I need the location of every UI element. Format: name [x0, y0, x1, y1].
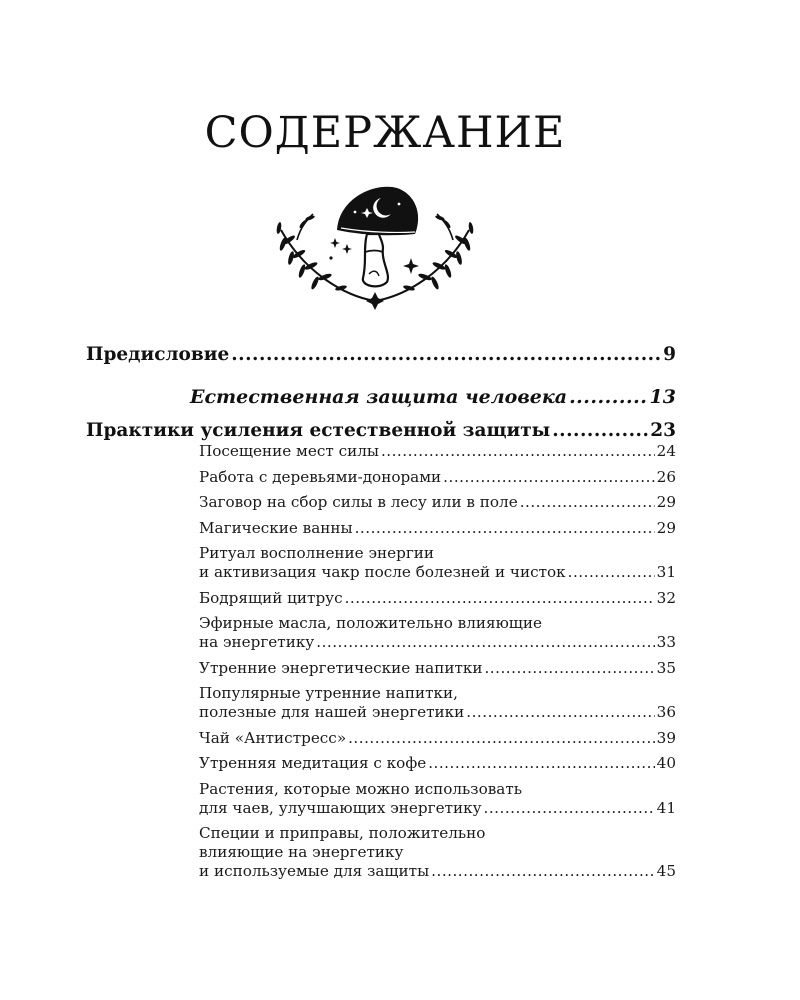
leader-dots	[484, 799, 655, 818]
toc-page-number: 13	[649, 386, 676, 408]
toc-entry-preface[interactable]	[86, 344, 676, 365]
toc-page-number: 36	[656, 703, 676, 721]
toc-subentry-row	[199, 563, 676, 582]
toc-page-number: 45	[656, 862, 676, 880]
toc-subentry[interactable]	[199, 519, 676, 538]
leader-dots	[466, 703, 654, 722]
toc-subentry[interactable]	[199, 729, 676, 748]
toc-subentry-label-line: Популярные утренние напитки,	[199, 684, 458, 702]
leader-dots	[231, 344, 661, 365]
toc-subentry-label-line: Утренняя медитация с кофе	[199, 754, 427, 772]
toc-subentry[interactable]	[199, 754, 676, 773]
toc-subentry-label-line: Заговор на сбор силы в лесу или в поле	[199, 493, 518, 511]
toc-page-number: 41	[656, 798, 676, 817]
leader-dots	[428, 754, 654, 773]
mushroom-ornament-icon	[275, 178, 475, 313]
leader-dots	[569, 386, 647, 408]
toc-subentry-row	[199, 754, 676, 773]
toc-subentry[interactable]	[199, 684, 676, 722]
toc-subentry-label-line: Работа с деревьями-донорами	[199, 467, 442, 486]
toc-subentry-label-line: полезные для нашей энергетики	[199, 703, 465, 721]
leader-dots	[431, 862, 655, 881]
toc-entry-section[interactable]	[86, 420, 676, 441]
toc-subentry[interactable]	[199, 442, 676, 461]
toc-page-number: 29	[656, 518, 676, 537]
leader-dots	[484, 659, 654, 678]
toc-subentry-row	[199, 442, 676, 461]
toc-subentry-label-line: Растения, которые можно использовать	[199, 779, 522, 798]
toc-subentry-label-line: Магические ванны	[199, 518, 353, 537]
toc-page-number: 26	[656, 467, 676, 486]
toc-subentry-row	[199, 468, 676, 487]
leader-dots	[348, 729, 655, 748]
toc-entry-label: Предисловие	[86, 344, 230, 365]
toc-subentry-label-line: Посещение мест силы	[199, 442, 379, 460]
toc-subentry[interactable]	[199, 468, 676, 487]
toc-subentry-label-line: на энергетику	[199, 633, 315, 651]
toc-page-number: 23	[650, 420, 676, 441]
toc-page-number: 29	[656, 493, 676, 511]
toc-page-number: 33	[656, 633, 676, 651]
toc-subentry-row	[199, 729, 676, 748]
leader-dots	[552, 420, 648, 441]
toc-subentry-label-line: Бодрящий цитрус	[199, 588, 343, 607]
leader-dots	[520, 493, 655, 512]
leader-dots	[568, 563, 655, 582]
toc-subentry-label-line: Специи и приправы, положительно	[199, 824, 486, 842]
leader-dots	[355, 519, 655, 538]
toc-subentry-row	[199, 519, 676, 538]
toc-subentry[interactable]	[199, 824, 676, 881]
toc-subentry-row	[199, 703, 676, 722]
toc-subentry-label-line: Чай «Антистресс»	[199, 728, 347, 747]
toc-subentry-label-line: и активизация чакр после болезней и чисток	[199, 563, 566, 581]
toc-subentry-label-line: для чаев, улучшающих энергетику	[199, 798, 482, 817]
toc-subentry[interactable]	[199, 493, 676, 512]
toc-subentry-label-line: Утренние энергетические напитки	[199, 658, 483, 677]
toc-subentry[interactable]	[199, 614, 676, 652]
toc-entry-chapter[interactable]	[190, 386, 676, 408]
toc-page-number: 40	[656, 754, 676, 772]
toc-entry-label: Естественная защита человека	[190, 386, 568, 408]
toc-page-number: 32	[656, 588, 676, 607]
leader-dots	[443, 468, 655, 487]
toc-subentry-row	[199, 659, 676, 678]
toc-subentry[interactable]	[199, 659, 676, 678]
toc-subentry-label-line: Эфирные масла, положительно влияющие	[199, 614, 543, 632]
leader-dots	[316, 633, 654, 652]
toc-subentry-row	[199, 589, 676, 608]
toc-subentry[interactable]	[199, 544, 676, 582]
toc-page-number: 35	[656, 658, 676, 677]
toc-subentry-row	[199, 799, 676, 818]
toc-subentry[interactable]	[199, 780, 676, 818]
toc-page-number: 24	[656, 442, 676, 460]
toc-page-number: 39	[656, 728, 676, 747]
toc-subentry-label-line: влияющие на энергетику	[199, 843, 404, 861]
page-title: СОДЕРЖАНИЕ	[204, 108, 566, 158]
toc-subentry-row	[199, 633, 676, 652]
toc-page-number: 31	[656, 563, 676, 581]
toc-subsection-list	[199, 442, 676, 888]
toc-entry-label: Практики усиления естественной защиты	[86, 420, 551, 441]
leader-dots	[381, 442, 655, 461]
leader-dots	[345, 589, 655, 608]
toc-subentry-row	[199, 493, 676, 512]
toc-subentry[interactable]	[199, 589, 676, 608]
toc-subentry-row	[199, 862, 676, 881]
toc-subentry-label-line: и используемые для защиты	[199, 862, 430, 880]
toc-page-number: 9	[663, 344, 676, 365]
toc-subentry-label-line: Ритуал восполнение энергии	[199, 544, 435, 562]
